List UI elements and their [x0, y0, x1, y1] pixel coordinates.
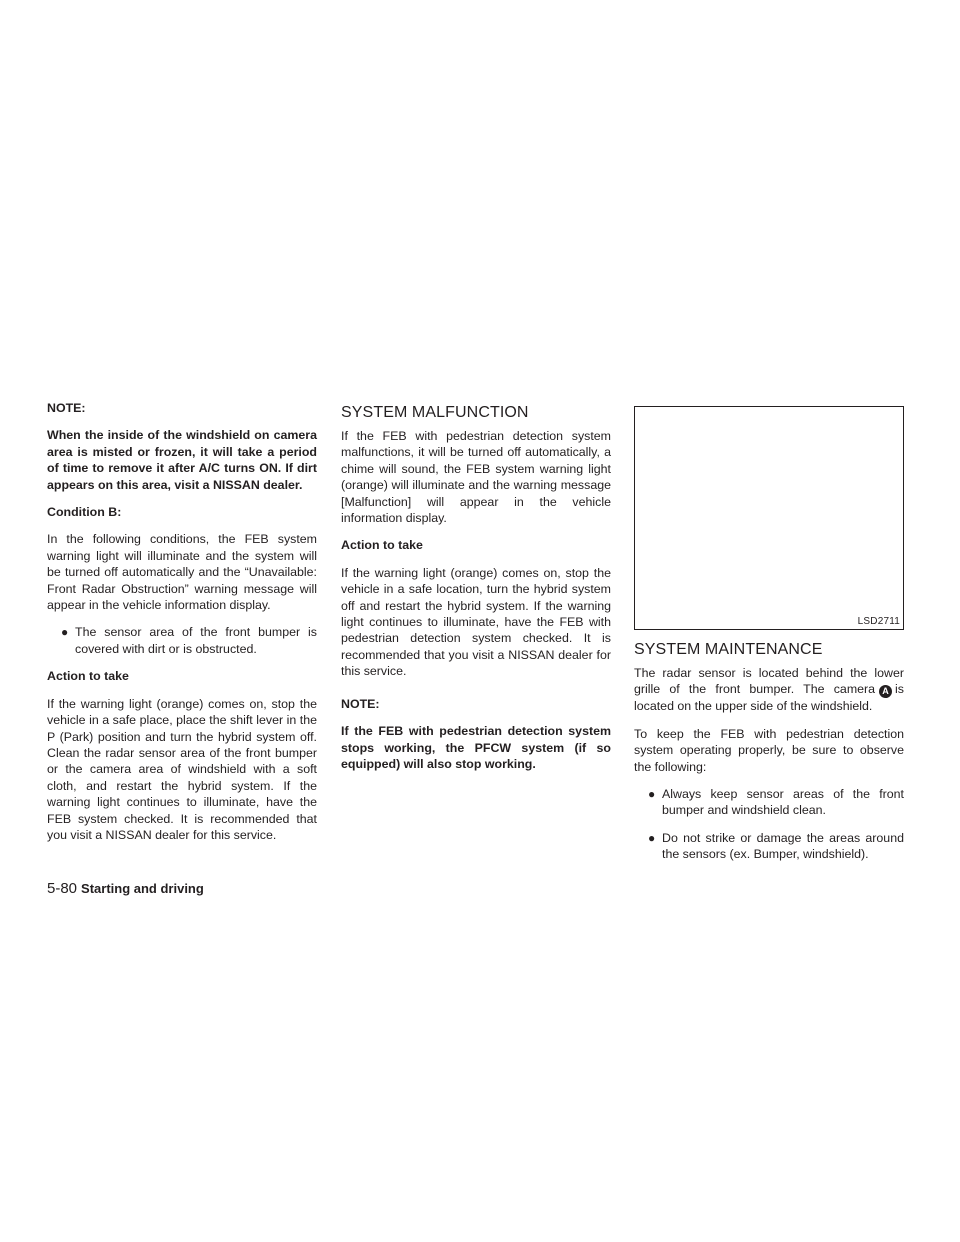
marker-a-icon: A: [879, 685, 892, 698]
bullet-text: The sensor area of the front bumper is covered with dirt or is obstructed.: [75, 625, 317, 656]
bullet-text: Always keep sensor areas of the front bumper and windshield clean.: [662, 787, 904, 818]
bullet-icon: ●: [648, 787, 656, 802]
note-label: NOTE:: [341, 696, 380, 711]
bullet-icon: ●: [61, 625, 69, 640]
action-text: If the warning light (orange) comes on, stop the vehicle in a safe place, place the shift lever in the P (Park) position and turn the hybrid system off. Clean the radar sensor area of the front bumper or the camera area of windshield with a soft cloth, and restart the hybrid system. If the warning light continues to illuminate, have the FEB system checked. It is recommended that you visit a NISSAN dealer for this service.: [47, 696, 317, 842]
section-title-maintenance: SYSTEM MAINTENANCE: [634, 641, 823, 658]
list-item: [634, 786, 904, 819]
maintenance-intro: [634, 665, 904, 715]
note-text: If the FEB with pedestrian detection system stops working, the PFCW system (if so equipped) will also stop working.: [341, 724, 611, 771]
intro-text-b: is located on the upper side of the windshield.: [634, 682, 904, 714]
action-text: If the warning light (orange) comes on, stop the vehicle in a safe location, turn the hybrid system off and restart the hybrid system. If the warning light continues to illuminate, have the FEB with pedestrian detection system checked. It is recommended that you visit a NISSAN dealer for this service.: [341, 565, 611, 679]
figure-code: LSD2711: [857, 616, 900, 627]
figure-box: [634, 406, 904, 630]
intro-text-a: The radar sensor is located behind the lower grille of the front bumper. The camera: [634, 666, 904, 697]
keep-text: To keep the FEB with pedestrian detection system operating properly, be sure to observe the following:: [634, 726, 904, 774]
section-title-malfunction: SYSTEM MALFUNCTION: [341, 404, 529, 421]
action-label: Action to take: [341, 538, 423, 553]
column-left: [47, 400, 317, 854]
condition-text: In the following conditions, the FEB system warning light will illuminate and the system will be turned off automatically and the “Unavailable: Front Radar Obstruction” warning message will appear in the vehicle information display.: [47, 532, 317, 613]
column-middle: [341, 403, 611, 783]
page-number: 5-80: [47, 880, 78, 897]
action-label: Action to take: [47, 669, 129, 684]
bullet-text: Do not strike or damage the areas around the sensors (ex. Bumper, windshield).: [662, 830, 904, 862]
column-right: [634, 406, 904, 874]
condition-label: Condition B:: [47, 505, 122, 520]
list-item: [47, 624, 317, 657]
list-item: [634, 830, 904, 863]
note-text: When the inside of the windshield on camera area is misted or frozen, it will take a period of time to remove it after A/C turns ON. If dirt appears on this area, visit a NISSAN dealer.: [47, 428, 317, 492]
note-label: NOTE:: [47, 401, 86, 415]
section-name: Starting and driving: [81, 881, 204, 896]
page-footer: [47, 880, 204, 898]
malfunction-intro: If the FEB with pedestrian detection system malfunctions, it will be turned off automatically, a chime will sound, the FEB system warning light (orange) will illuminate and the warning message [Malfunction] will appear in the vehicle information display.: [341, 429, 611, 526]
bullet-icon: ●: [648, 830, 656, 845]
